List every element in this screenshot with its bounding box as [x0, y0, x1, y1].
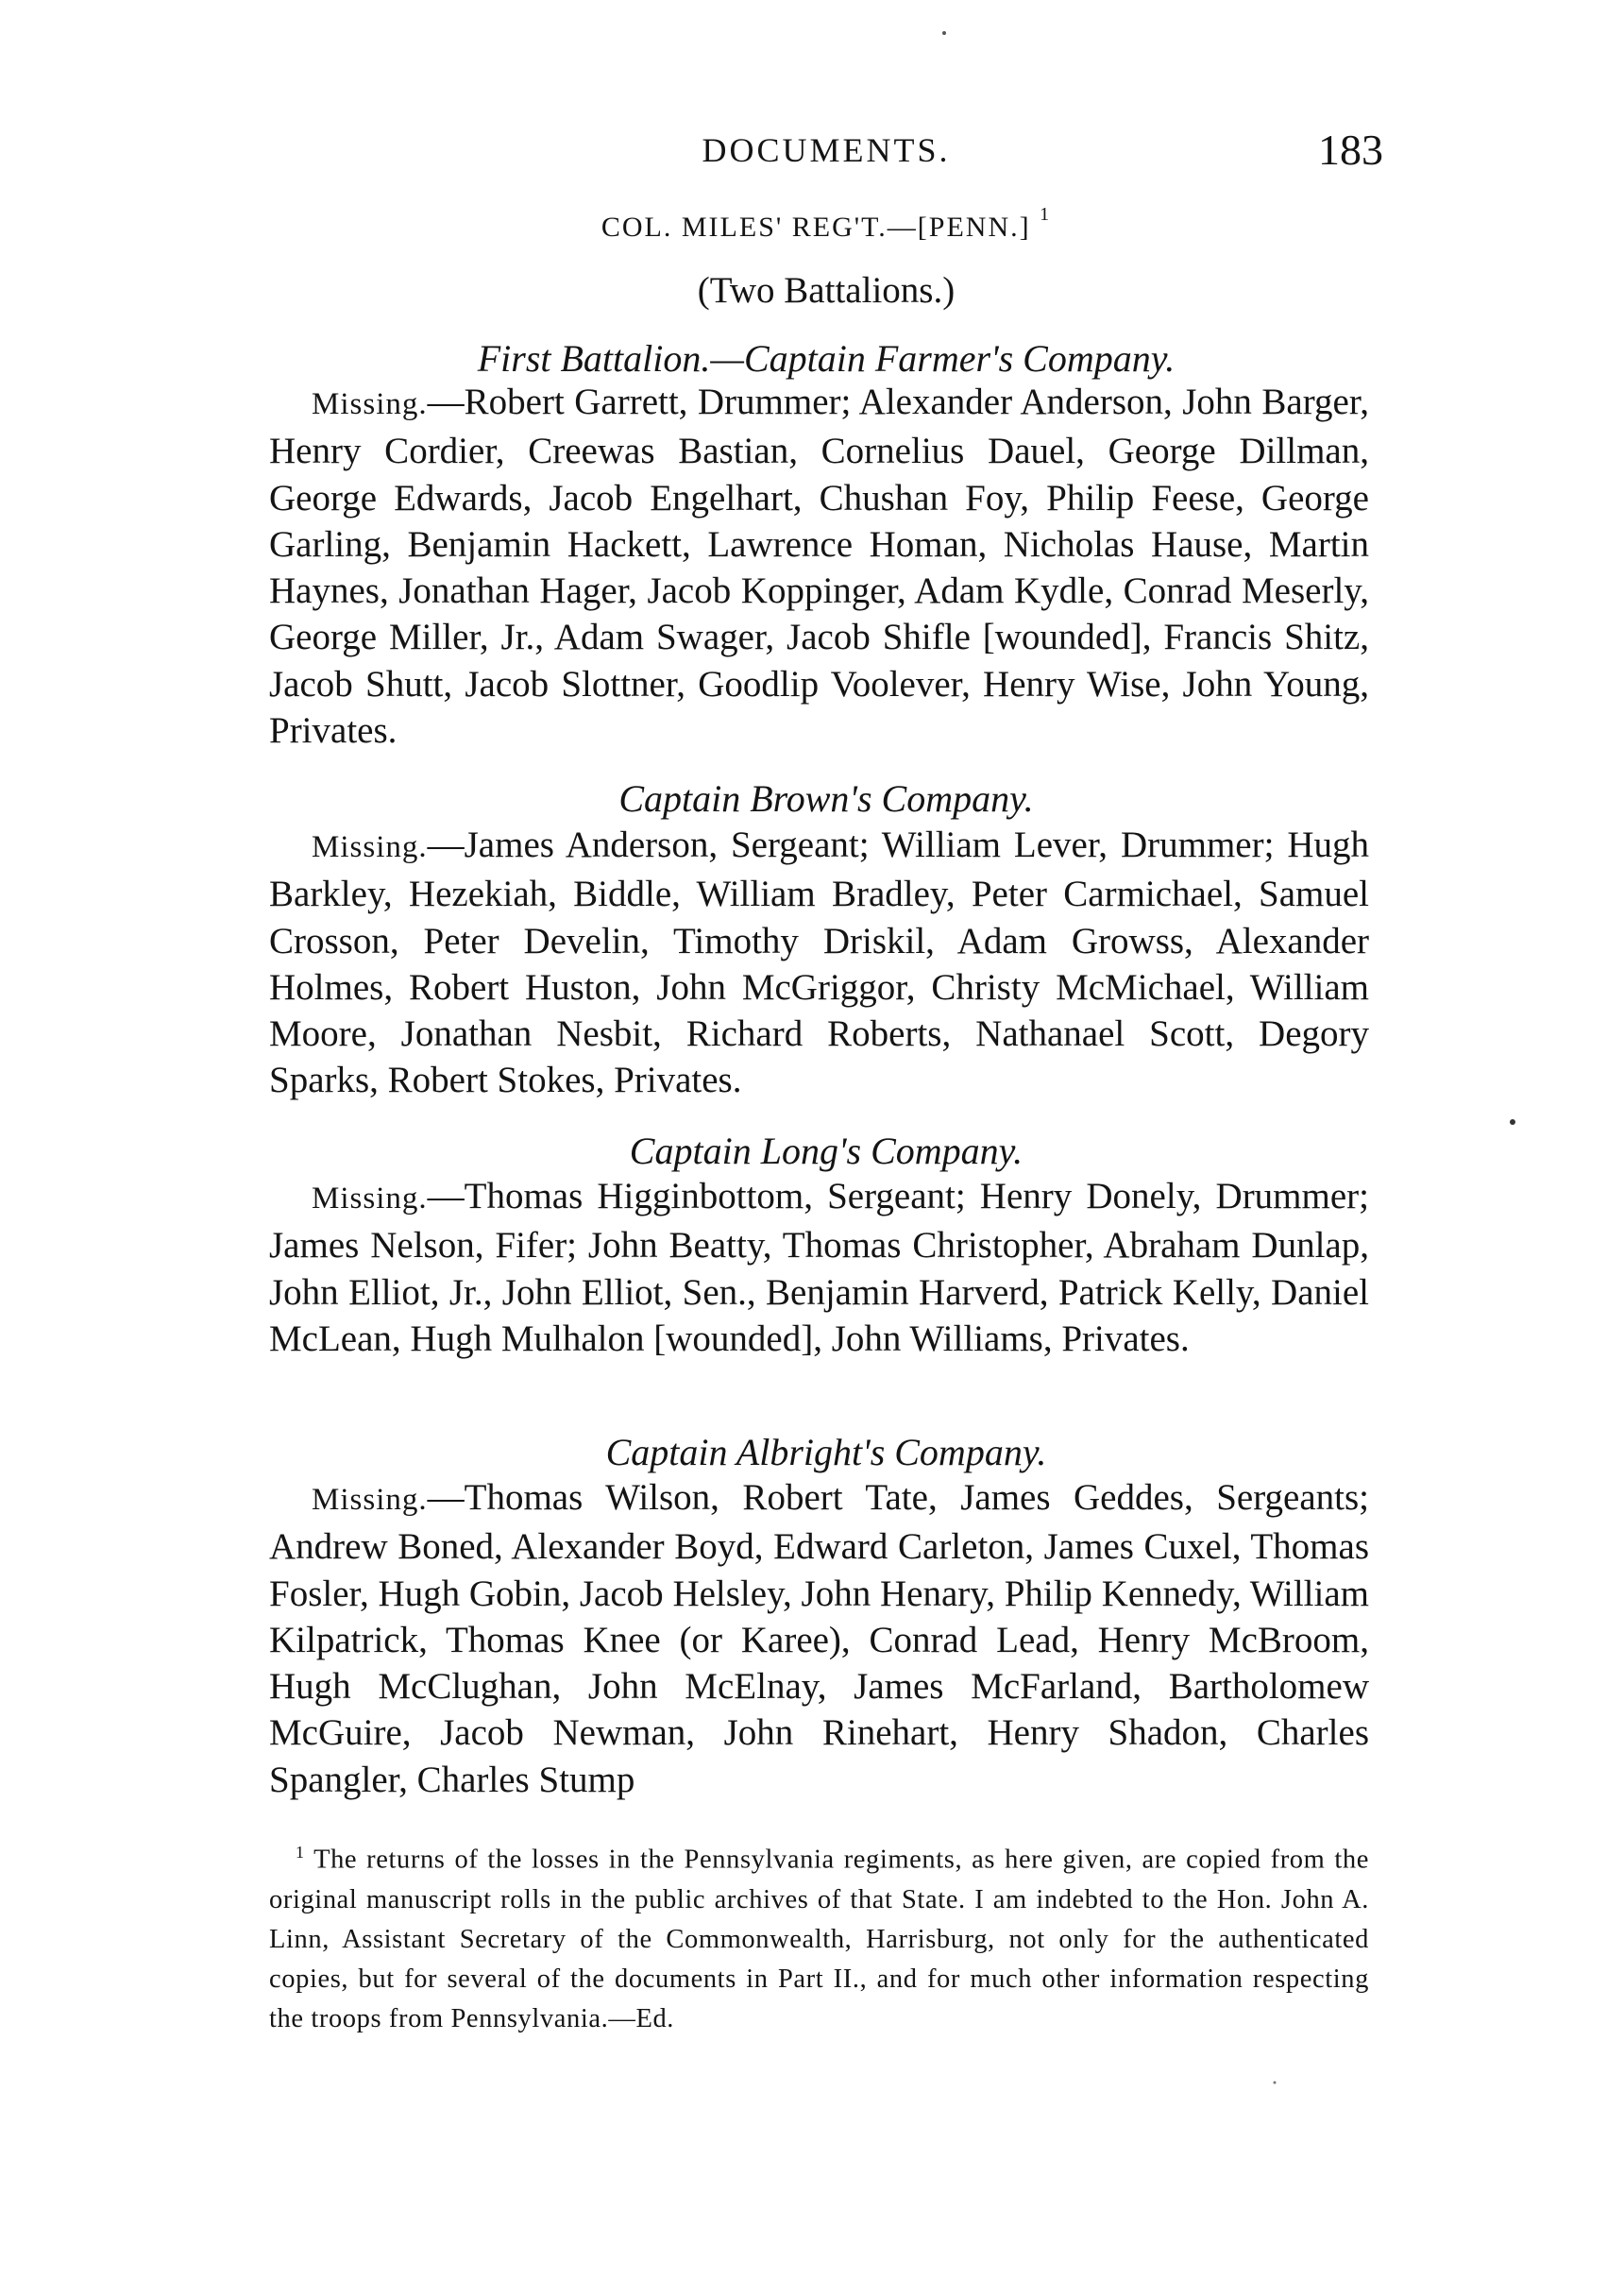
entry-names: —James Anderson, Sergeant; William Lever, Drummer; Hugh Barkley, Hezekiah, Biddle, William Bradley, Peter Carmichael, Samuel Crosson, Peter Develin, Timothy Driskil, Adam Growss, Alexander Holmes, Robert Huston, John McGriggor, Christy McMichael, William Moore, Jonathan Nesbit, Richard Roberts, Nathanael Scott, Degory Sparks, Robert Stokes, Privates.	[269, 825, 1369, 1101]
section-heading-farmer: First Battalion.—Captain Farmer's Company.	[477, 337, 1176, 380]
page-number: 183	[1318, 126, 1383, 174]
speck	[1510, 1119, 1515, 1125]
footnote-reference: 1	[1040, 204, 1052, 225]
missing-label: Missing.	[312, 1483, 428, 1517]
speck	[942, 31, 946, 35]
missing-label: Missing.	[312, 830, 428, 864]
entry-names: —Thomas Wilson, Robert Tate, James Geddes, Sergeants; Andrew Boned, Alexander Boyd, Edward Carleton, James Cuxel, Thomas Fosler, Hugh Gobin, Jacob Helsley, John Henary, Philip Kennedy, William Kilpatrick, Thomas Knee (or Karee), Conrad Lead, Henry McBroom, Hugh McClughan, John McElnay, James McFarland, Bartholomew McGuire, Jacob Newman, John Rinehart, Henry Shadon, Charles Spangler, Charles Stump	[269, 1477, 1369, 1800]
section-heading-brown: Captain Brown's Company.	[618, 777, 1034, 820]
missing-label: Missing.	[312, 1182, 428, 1216]
running-title: DOCUMENTS.	[702, 131, 951, 169]
section-heading-long: Captain Long's Company.	[629, 1130, 1023, 1172]
missing-label: Missing.	[312, 387, 428, 421]
footnote-text: The returns of the losses in the Pennsylvania regiments, as here given, are copied from the original manuscript rolls in the public archives of that State. I am indebted to the Hon. John A. Linn, Assistant Secretary of the Commonwealth, Harrisburg, not only for the authenticated copies, but for several of the documents in Part II., and for much other information respecting the troops from Pennsylvania.—Ed.	[269, 1845, 1369, 2033]
entry-names: —Thomas Higginbottom, Sergeant; Henry Donely, Drummer; James Nelson, Fifer; John Beatty, Thomas Christopher, Abraham Dunlap, John Elliot, Jr., John Elliot, Sen., Benjamin Harverd, Patrick Kelly, Daniel McLean, Hugh Mulhalon [wounded], John Williams, Privates.	[269, 1176, 1369, 1359]
section-heading-albright: Captain Albright's Company.	[605, 1431, 1047, 1473]
battalions-subtitle: (Two Battalions.)	[697, 270, 956, 311]
footnote-marker: 1	[296, 1843, 305, 1862]
speck	[1274, 2082, 1277, 2084]
regiment-title: COL. MILES' REG'T.—[PENN.]	[601, 212, 1031, 243]
entry-names: —Robert Garrett, Drummer; Alexander Anderson, John Barger, Henry Cordier, Creewas Bastian, Cornelius Dauel, George Dillman, George Edwards, Jacob Engelhart, Chushan Foy, Philip Feese, George Garling, Benjamin Hackett, Lawrence Homan, Nicholas Hause, Martin Haynes, Jonathan Hager, Jacob Koppinger, Adam Kydle, Conrad Meserly, George Miller, Jr., Adam Swager, Jacob Shifle [wounded], Francis Shitz, Jacob Shutt, Jacob Slottner, Goodlip Voolever, Henry Wise, John Young, Privates.	[269, 382, 1369, 752]
